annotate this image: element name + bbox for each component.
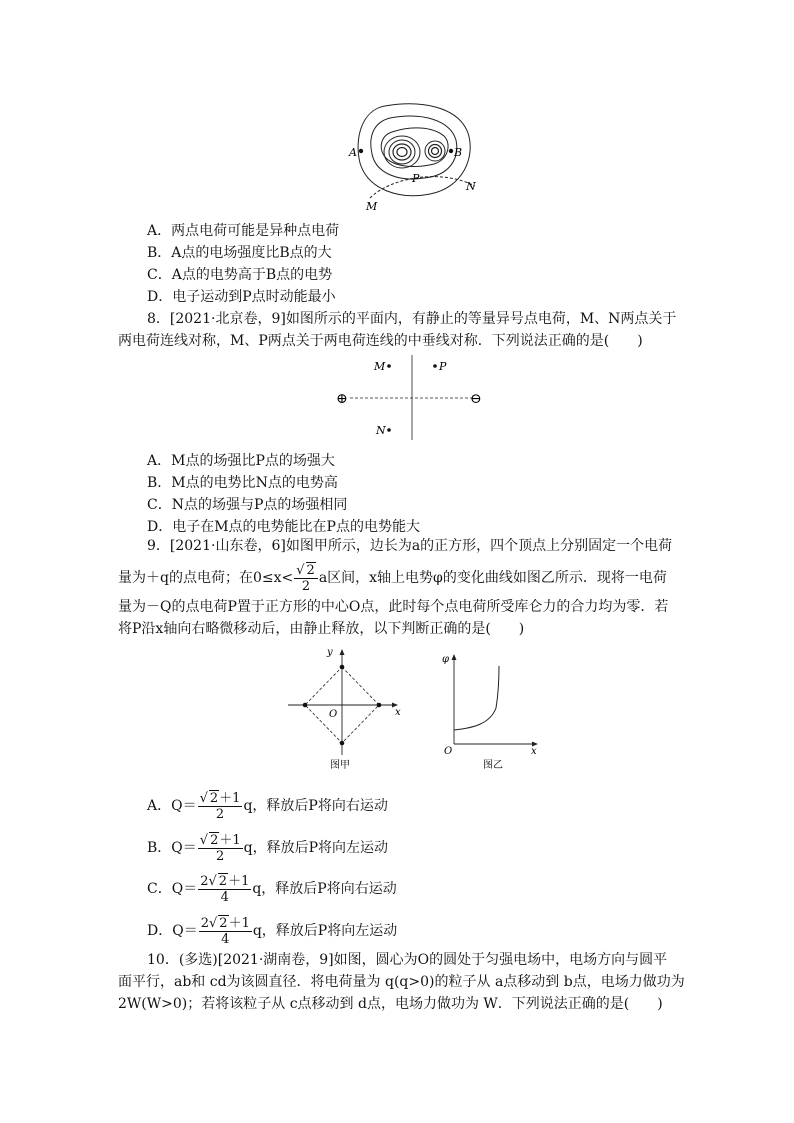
point-b [449,149,453,153]
q9-option-a[interactable]: A．Q＝ $\frac{√ 2+1}{2}$ q，释放后P将向右运动 [147,791,388,822]
x-axis-label: x [531,746,537,757]
label-p: P [439,360,447,373]
potential-curve-figure [438,648,548,770]
label-b: B [454,146,463,159]
q7-option-a[interactable]: A．两点电荷可能是异种点电荷 [147,223,340,239]
fig-caption-b: 图乙 [483,760,503,770]
q8-stem-line2: 两电荷连线对称，M、P两点关于两电荷连线的中垂线对称．下列说法正确的是( ) [118,333,643,349]
q9-option-c[interactable]: C．Q＝ $\frac{2√ 2+1}{4}$ q，释放后P将向右运动 [147,874,397,905]
q9-stem-line1: 9．[2021·山东卷，6]如图甲所示，边长为a的正方形，四个顶点上分别固定一个电荷 [147,538,673,554]
label-m: M [366,200,378,213]
q7-option-d[interactable]: D．电子运动到P点时动能最小 [147,289,336,305]
q8-option-b[interactable]: B．M点的电势比N点的电势高 [147,475,338,491]
label-n: N [376,424,386,437]
plus-charge: ⊕ [336,391,348,407]
point-a [359,149,363,153]
q8-option-d[interactable]: D．电子在M点的电势能比在P点的电势能大 [147,519,420,535]
q8-option-c[interactable]: C．N点的场强与P点的场强相同 [147,497,348,513]
square-charges-figure [282,645,407,770]
q10-line1: 10．(多选)[2021·湖南卷，9]如图，圆心为O的圆处于匀强电场中，电场方向与圆平 [147,952,668,968]
dipole-figure [330,350,490,445]
label-p: P [412,172,420,185]
q9-stem-line4: 将P沿x轴向右略微移动后，由静止释放，以下判断正确的是( ) [118,621,525,637]
origin-label: O [329,709,338,720]
q9-stem-line2: 量为＋q的点电荷；在0≤x< $\frac{√ 2}{2}$ a区间，x轴上电势φ的变化曲线如图乙所示．现将一电荷 [118,563,667,594]
q7-option-c[interactable]: C．A点的电势高于B点的电势 [147,267,333,283]
q9-option-d[interactable]: D．Q＝ $\frac{2√ 2+1}{4}$ q，释放后P将向左运动 [147,916,398,947]
q10-line2: 面平行，ab和 cd为该圆直径．将电荷量为 q(q>0)的粒子从 a点移动到 b点，电场力做功为 [118,974,685,990]
label-a: A [349,146,357,159]
phi-axis-label: φ [442,654,450,665]
minus-charge: ⊖ [470,391,482,407]
q8-option-a[interactable]: A．M点的场强比P点的场强大 [147,453,335,469]
label-m: M [374,360,386,373]
y-axis-label: y [327,647,333,658]
equipotential-figure [340,98,490,218]
label-n: N [466,180,476,193]
fig-caption-a: 图甲 [330,760,350,770]
q9-option-b[interactable]: B．Q＝ $\frac{√ 2+1}{2}$ q，释放后P将向左运动 [147,833,389,864]
q7-option-b[interactable]: B．A点的电场强度比B点的大 [147,245,332,261]
q9-stem-line3: 量为－Q的点电荷P置于正方形的中心O点，此时每个点电荷所受库仑力的合力均为零．若 [118,599,669,615]
origin-label: O [444,746,453,757]
q8-stem-line1: 8．[2021·北京卷，9]如图所示的平面内，有静止的等量异号点电荷，M、N两点关于 [147,311,677,327]
q10-line3: 2W(W>0)；若将该粒子从 c点移动到 d点，电场力做功为 W．下列说法正确的是( ) [118,996,663,1012]
x-axis-label: x [395,707,401,718]
